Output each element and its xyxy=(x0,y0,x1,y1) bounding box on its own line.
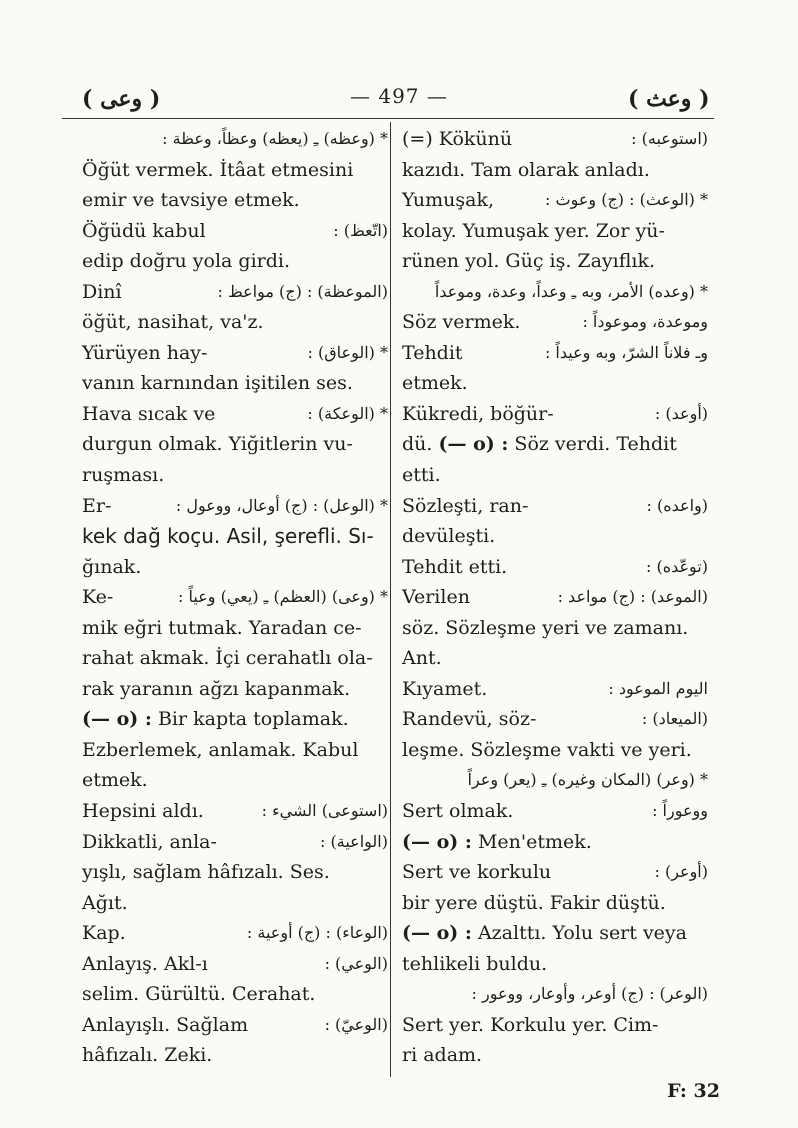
turkish-text: (— o) : Azalttı. Yolu sert veya xyxy=(402,922,687,945)
entry-line xyxy=(402,796,708,827)
arabic-headword: (أوعد) : xyxy=(654,403,708,423)
entry-line xyxy=(402,124,708,155)
entry-line xyxy=(82,979,388,1010)
turkish-text: etmek. xyxy=(402,372,468,395)
turkish-text: ğınak. xyxy=(82,555,142,578)
entry-line xyxy=(82,888,388,919)
left-root-heading: ( وعى ) xyxy=(82,86,161,112)
entry-line xyxy=(82,399,388,430)
entry-line xyxy=(402,399,708,430)
turkish-text: Öğüt vermek. İtâat etmesini xyxy=(82,158,354,181)
entry-line xyxy=(82,796,388,827)
turkish-text: Ağıt. xyxy=(82,891,128,914)
entry-line xyxy=(82,735,388,766)
arabic-headword: (الموعظة) : (ج) مواعظ : xyxy=(217,281,388,301)
turkish-text: (=) Kökünü xyxy=(402,128,513,150)
turkish-text: Anlayışlı. Sağlam xyxy=(82,1013,249,1036)
turkish-text: Tehdit xyxy=(402,341,463,364)
turkish-text: (— o) : Men'etmek. xyxy=(402,830,592,853)
entry-line xyxy=(82,765,388,796)
arabic-headword: (الوعاء) : (ج) أوعية : xyxy=(246,923,388,943)
subentry-marker: (— o) : xyxy=(82,708,152,731)
arabic-headword: * (الوعكة) : xyxy=(307,403,388,423)
entry-line xyxy=(402,888,708,919)
turkish-text: yışlı, sağlam hâfızalı. Ses. xyxy=(82,861,330,884)
turkish-text: devüleşti. xyxy=(402,525,496,548)
turkish-text: Tehdit etti. xyxy=(402,555,508,578)
right-root-heading: ( وعث ) xyxy=(628,86,710,112)
header-rule xyxy=(62,118,714,119)
arabic-headword: (واعده) : xyxy=(646,495,708,515)
turkish-text: Öğüdü kabul xyxy=(82,219,206,242)
turkish-text: bir yere düştü. Fakir düştü. xyxy=(402,891,666,914)
arabic-headword: * (وعظه) ـِ (يعظه) وعظاً، وعظة : xyxy=(162,129,388,148)
arabic-headword: (توعّده) : xyxy=(645,556,708,576)
entry-line xyxy=(402,491,708,522)
entry-line xyxy=(82,857,388,888)
turkish-text: Hepsini aldı. xyxy=(82,800,204,823)
turkish-text: öğüt, nasihat, va'z. xyxy=(82,311,264,334)
turkish-text: dü. (— o) : Söz verdi. Tehdit xyxy=(402,433,677,456)
turkish-text: ruşması. xyxy=(82,464,165,487)
arabic-headword: * (الوعاق) : xyxy=(307,342,388,362)
arabic-headword: وموعدة، وموعوداً : xyxy=(582,312,708,332)
turkish-text: Kıyamet. xyxy=(402,677,488,700)
turkish-text: Söz vermek. xyxy=(402,311,521,334)
printer-signature: F: 32 xyxy=(667,1080,720,1102)
right-column xyxy=(402,124,708,1071)
subentry-marker: (— o) : xyxy=(402,922,472,945)
entry-line xyxy=(402,613,708,644)
entry-line xyxy=(82,246,388,277)
entry-line xyxy=(402,735,708,766)
turkish-text: Dikkatli, anla- xyxy=(82,830,217,853)
entry-line xyxy=(402,185,708,216)
entry-line xyxy=(82,613,388,644)
subentry-marker: (— o) : xyxy=(438,433,509,456)
turkish-text: Yumuşak, xyxy=(402,189,495,212)
entry-line xyxy=(402,674,708,705)
turkish-text: tehlikeli buldu. xyxy=(402,952,548,975)
turkish-text: kazıdı. Tam olarak anladı. xyxy=(402,158,650,181)
entry-line xyxy=(402,1010,708,1041)
entry-line xyxy=(82,338,388,369)
entry-line xyxy=(402,643,708,674)
entry-line xyxy=(402,704,708,735)
entry-line xyxy=(82,949,388,980)
turkish-text: emir ve tavsiye etmek. xyxy=(82,189,300,212)
turkish-text: Sert yer. Korkulu yer. Cim- xyxy=(402,1013,659,1036)
arabic-headword: (الواعية) : xyxy=(320,831,388,851)
turkish-text: Anlayış. Akl-ı xyxy=(82,952,208,975)
entry-line xyxy=(82,216,388,247)
arabic-headword: (الميعاد) : xyxy=(641,709,708,729)
turkish-text: rünen yol. Güç iş. Zayıflık. xyxy=(402,250,656,273)
entry-line xyxy=(82,704,388,735)
arabic-headword: (اتّعظ) : xyxy=(333,220,388,240)
entry-line xyxy=(82,643,388,674)
arabic-headword: (الوعيّ) : xyxy=(324,1014,388,1034)
column-divider xyxy=(390,122,391,1077)
entry-line xyxy=(402,460,708,491)
turkish-text: Ezberlemek, anlamak. Kabul xyxy=(82,738,359,761)
entry-line xyxy=(82,552,388,583)
entry-line xyxy=(402,918,708,949)
entry-line xyxy=(402,368,708,399)
page-number: — 497 — xyxy=(350,84,448,108)
entry-line xyxy=(82,1040,388,1071)
entry-line xyxy=(402,765,708,796)
entry-line xyxy=(82,674,388,705)
arabic-headword: (استوعى) الشيء : xyxy=(261,801,388,821)
left-column xyxy=(82,124,388,1071)
turkish-text: kolay. Yumuşak yer. Zor yü- xyxy=(402,219,665,242)
entry-line xyxy=(402,246,708,277)
turkish-text: hâfızalı. Zeki. xyxy=(82,1044,213,1067)
entry-line xyxy=(402,949,708,980)
turkish-text: Verilen xyxy=(402,586,470,609)
entry-line xyxy=(82,582,388,613)
turkish-text: Sert ve korkulu xyxy=(402,861,552,884)
entry-line xyxy=(402,277,708,308)
entry-line xyxy=(402,307,708,338)
arabic-headword: (الوعر) : (ج) أوعر، وأوعار، ووعور : xyxy=(471,984,708,1004)
entry-line xyxy=(82,185,388,216)
arabic-headword: * (الوعث) : (ج) وعوث : xyxy=(545,190,708,210)
turkish-text: Ke- xyxy=(82,586,114,609)
turkish-text: leşme. Sözleşme vakti ve yeri. xyxy=(402,738,692,761)
entry-line xyxy=(402,582,708,613)
arabic-headword: * (وعده) الأمر، وبه ـِ وعداً، وعدة، وموعداً xyxy=(434,281,708,301)
arabic-headword: (الموعد) : (ج) مواعد : xyxy=(557,587,708,607)
entry-line xyxy=(82,918,388,949)
turkish-text: rahat akmak. İçi cerahatlı ola- xyxy=(82,647,373,670)
arabic-headword: ووعوراً : xyxy=(652,801,708,821)
entry-line xyxy=(402,1040,708,1071)
entry-line xyxy=(402,521,708,552)
entry-line xyxy=(82,460,388,491)
entry-line xyxy=(402,552,708,583)
turkish-text: (— o) : Bir kapta toplamak. xyxy=(82,708,349,731)
turkish-text: selim. Gürültü. Cerahat. xyxy=(82,983,316,1006)
turkish-text: vanın karnından işitilen ses. xyxy=(82,372,353,395)
turkish-text: Kap. xyxy=(82,922,126,945)
entry-line xyxy=(402,216,708,247)
turkish-text: ri adam. xyxy=(402,1044,483,1067)
turkish-text: Dinî xyxy=(82,280,122,303)
turkish-text: Yürüyen hay- xyxy=(82,341,208,364)
entry-line xyxy=(402,429,708,460)
entry-line xyxy=(402,827,708,858)
arabic-headword: * (وعر) (المكان وغيره) ـِ (يعر) وعراً xyxy=(467,770,708,790)
turkish-text: mik eğri tutmak. Yaradan ce- xyxy=(82,616,362,639)
turkish-text: edip doğru yola girdi. xyxy=(82,250,291,273)
turkish-text: Sözleşti, ran- xyxy=(402,494,529,517)
entry-line xyxy=(402,979,708,1010)
arabic-headword: (استوعبه) : xyxy=(631,129,708,148)
turkish-text: Sert olmak. xyxy=(402,800,514,823)
turkish-text: Randevü, söz- xyxy=(402,708,537,731)
turkish-text: Kükredi, böğür- xyxy=(402,402,554,425)
arabic-headword: (الوعي) : xyxy=(324,953,388,973)
turkish-text: söz. Sözleşme yeri ve zamanı. xyxy=(402,616,689,639)
entry-line xyxy=(82,368,388,399)
entry-line xyxy=(82,429,388,460)
turkish-text: Hava sıcak ve xyxy=(82,402,216,425)
arabic-headword: اليوم الموعود : xyxy=(608,678,708,698)
turkish-text: Ant. xyxy=(402,647,442,670)
arabic-headword: وـ فلاناً الشرّ، وبه وعيداً : xyxy=(544,342,708,362)
turkish-text: etti. xyxy=(402,464,441,487)
entry-line xyxy=(82,307,388,338)
entry-line xyxy=(82,155,388,186)
arabic-headword: * (الوعل) : (ج) أوعال، ووعول : xyxy=(175,495,388,515)
arabic-headword: * (وعى) (العظم) ـِ (يعي) وعياً : xyxy=(178,587,388,607)
entry-line xyxy=(402,857,708,888)
entry-line xyxy=(402,155,708,186)
entry-line xyxy=(82,1010,388,1041)
entry-line xyxy=(82,827,388,858)
entry-line xyxy=(82,521,388,552)
subentry-marker: (— o) : xyxy=(402,830,472,853)
turkish-text: rak yaranın ağzı kapanmak. xyxy=(82,677,351,700)
turkish-text: Er- xyxy=(82,494,112,517)
turkish-text: durgun olmak. Yiğitlerin vu- xyxy=(82,433,353,456)
entry-line xyxy=(402,338,708,369)
arabic-headword: (أوعر) : xyxy=(654,862,708,882)
entry-line xyxy=(82,491,388,522)
turkish-text: kek dağ koçu. Asil, şerefli. Sı- xyxy=(82,524,374,549)
entry-line xyxy=(82,277,388,308)
entry-line xyxy=(82,124,388,155)
turkish-text: etmek. xyxy=(82,769,148,792)
